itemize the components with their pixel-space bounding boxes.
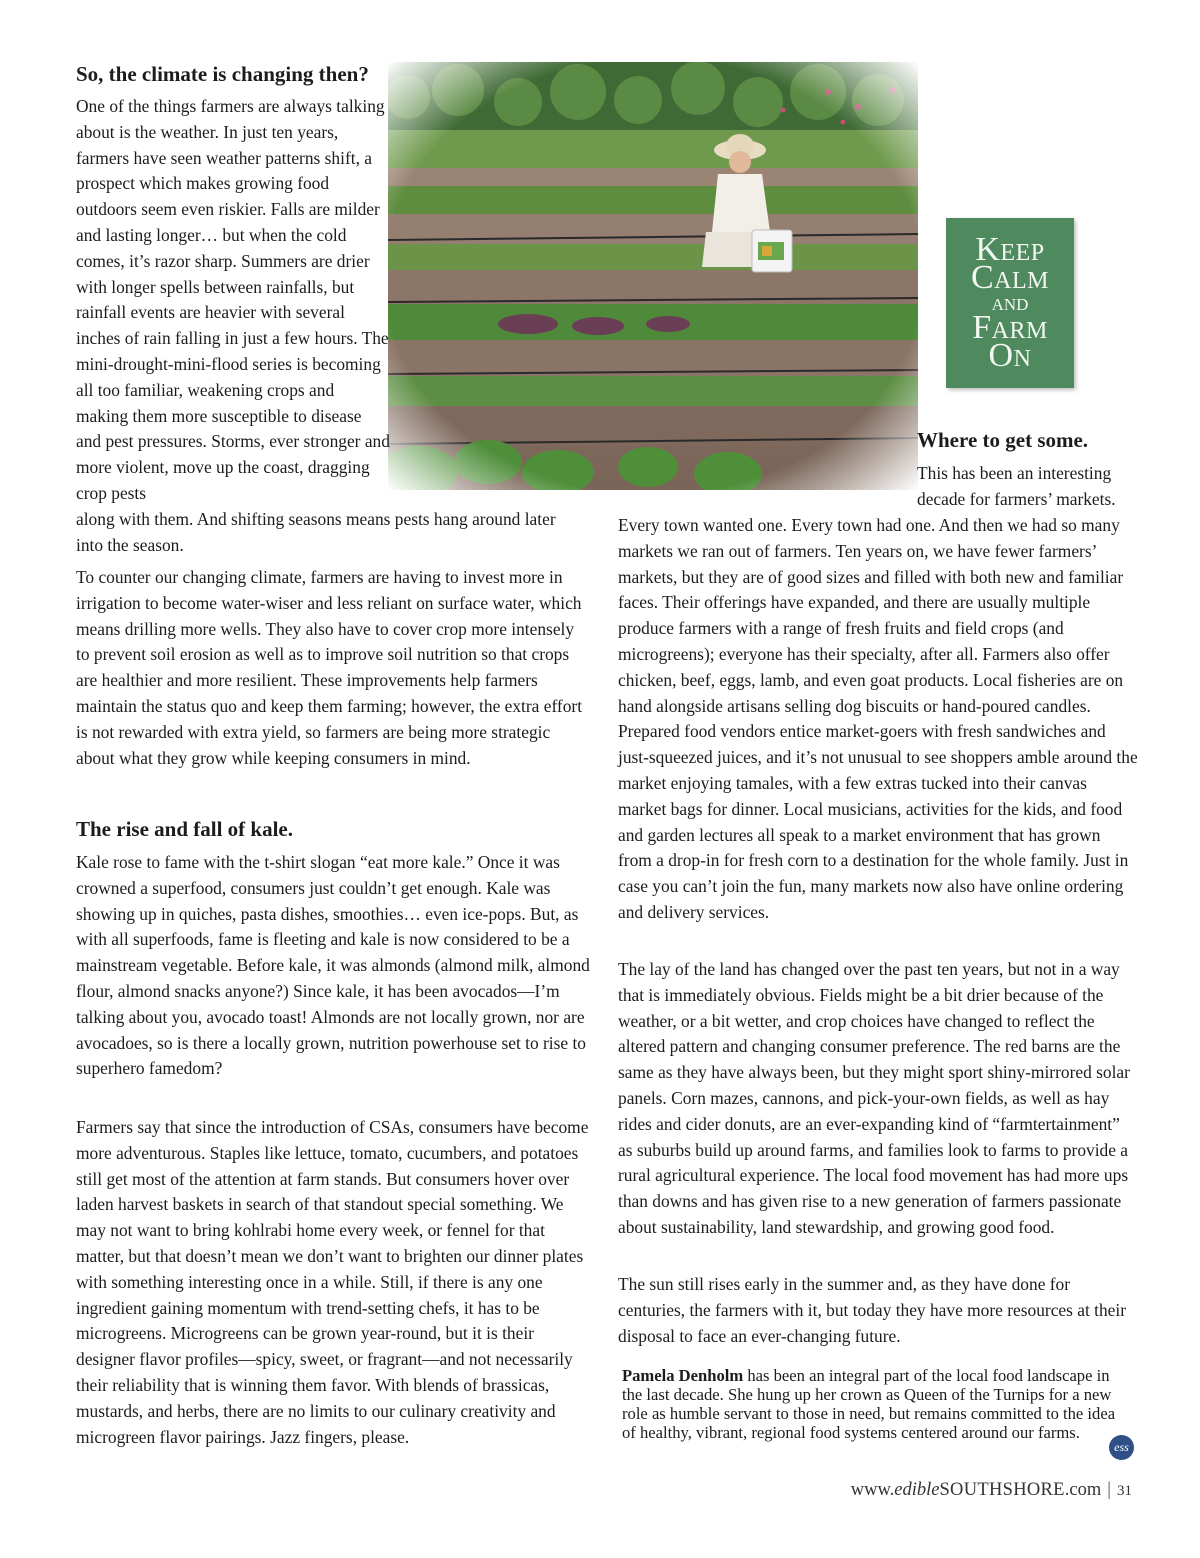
publication-logo-icon: ess xyxy=(1109,1435,1134,1460)
footer-url[interactable] xyxy=(851,1480,1102,1500)
keep-calm-line-3: and xyxy=(991,290,1029,316)
footer-url-suffix: .com xyxy=(1064,1480,1102,1500)
paragraph-where-1-wrapped: This has been an interesting decade for farmers’ markets. xyxy=(917,463,1116,509)
keep-calm-line-2: Calm xyxy=(970,259,1049,296)
paragraph-kale-2: Farmers say that since the introduction of CSAs, consumers have become more adventurous. Staples like lettuce, tomato, cucumbers, and potatoes still get most of the attention at farm stands. But consumers hover over laden harvest baskets in search of that standout special something. We may not want to bring kohlrabi home every week, or fennel for that matter, but that doesn’t mean we don’t want to brighten our dinner plates with something interesting once in a while. Still, if there is any one ingredient gaining momentum with trend-setting chefs, it has to be microgreens. Microgreens can be grown year-round, but it is their designer flavor profiles—spicy, sweet, or fragrant—and not necessarily their reliability that is winning them favor. With blends of brassicas, mustards, and herbs, there are no limits to our culinary creativity and microgreen flavor pairings. Jazz fingers, please. xyxy=(76,1117,589,1447)
paragraph-climate-1-continued: along with them. And shifting seasons means pests hang around later into the season. xyxy=(76,508,556,555)
paragraph-climate-1 xyxy=(76,94,576,558)
author-bio xyxy=(622,1366,1132,1442)
heading-climate: So, the climate is changing then? xyxy=(76,62,369,86)
keep-calm-badge xyxy=(946,218,1074,388)
paragraph-where-1-continued: Every town wanted one. Every town had one. And then we had so many markets we ran out of farmers. Ten years on, we have fewer farmers’ markets, but they are of good sizes and filled with both new and familiar faces. Their offerings have expanded, and there are usually multiple produce farmers with a range of fresh fruits and field crops (and microgreens); everyone has their specialty, after all. Farmers also offer chicken, beef, eggs, lamb, and even goat products. Local fisheries are on hand alongside artisans selling dog biscuits or hand-poured candles. Prepared food vendors entice market-goers with fresh sandwiches and just-squeezed juices, and it’s not unusual to see shoppers amble around the market enjoying tamales, with a few extras tucked into their canvas market bags for dinner. Local musicians, activities for the kids, and food and garden lectures all speak to a market environment that has grown from a drop-in for fresh corn to a destination for the whole family. Just in case you can’t join the fun, many markets now also have online ordering and delivery services. xyxy=(618,515,1138,922)
heading-kale: The rise and fall of kale. xyxy=(76,817,294,841)
heading-where: Where to get some. xyxy=(917,428,1089,452)
paragraph-climate-1-wrapped: One of the things farmers are always talking about is the weather. In just ten years, farmers have seen weather patterns shift, a prospect which makes growing food outdoors seem even riskier. Falls are milder and lasting longer… but when the cold comes, it’s razor sharp. Summers are drier with longer spells between rainfalls, but rainfall events are heavier with several inches of rain falling in just a few hours. The mini-drought-mini-flood series is becoming all too familiar, weakening crops and making them more susceptible to disease and pest pressures. Storms, ever stronger and more violent, move up the coast, dragging crop pests xyxy=(76,96,390,503)
author-name: Pamela Denholm xyxy=(622,1366,744,1385)
paragraph-kale-1: Kale rose to fame with the t-shirt slogan “eat more kale.” Once it was crowned a superfood, consumers just couldn’t get enough. Kale was showing up in quiches, pasta dishes, smoothies… even ice-pops. But, as with all superfoods, fame is fleeting and kale is now considered to be a mainstream vegetable. Before kale, it was almonds (almond milk, almond flour, almond snacks anyone?) Since kale, it has been avocados—I’m talking about you, avocado toast! Almonds are not locally grown, nor are avocadoes, so is there a locally grown, nutrition powerhouse set to rise to superhero famedom? xyxy=(76,852,590,1079)
keep-calm-line-5: On xyxy=(988,337,1032,374)
page-footer xyxy=(851,1480,1132,1501)
paragraph-where-2: The lay of the land has changed over the past ten years, but not in a way that is immediately obvious. Fields might be a bit drier because of the weather, or a bit wetter, and crop choices have changed to reflect the altered pattern and changing consumer preference. The red barns are the same as they have always been, but they might sport shiny-mirrored solar panels. Corn mazes, cannons, and pick-your-own fields, as well as hay rides and cider donuts, are an ever-expanding kind of “farmtertainment” as suburbs build up around farms, and families look to farms to provide a rural agricultural experience. The local food movement has had more ups than downs and has given rise to a new generation of farmers passionate about sustainability, land stewardship, and growing good food. xyxy=(618,959,1130,1237)
paragraph-climate-2: To counter our changing climate, farmers are having to invest more in irrigation to become water-wiser and less reliant on surface water, which means drilling more wells. They also have to cover crop more intensely to prevent soil erosion as well as to improve soil nutrition so that crops are healthier and more resilient. These improvements help farmers maintain the status quo and keep them farming; however, the extra effort is not rewarded with extra yield, so farmers are being more strategic about what they grow while keeping consumers in mind. xyxy=(76,567,583,768)
footer-url-caps: SOUTHSHORE xyxy=(939,1480,1065,1500)
keep-calm-line-1: Keep xyxy=(975,231,1045,268)
paragraph-where-3: The sun still rises early in the summer and, as they have done for centuries, the farmers with it, but today they have more resources at their disposal to face an ever-changing future. xyxy=(618,1274,1127,1346)
footer-url-prefix: www. xyxy=(850,1480,895,1500)
footer-separator: | xyxy=(1107,1480,1111,1500)
author-bio-text: has been an integral part of the local food landscape in the last decade. She hung up her crown as Queen of the Turnips for a new role as humble servant to those in need, but remains committed to the idea of healthy, vibrant, regional food systems centered around our farms. xyxy=(622,1366,1116,1442)
keep-calm-line-4: Farm xyxy=(972,309,1048,346)
page-number: 31 xyxy=(1117,1483,1132,1499)
footer-url-italic: edible xyxy=(894,1480,940,1500)
